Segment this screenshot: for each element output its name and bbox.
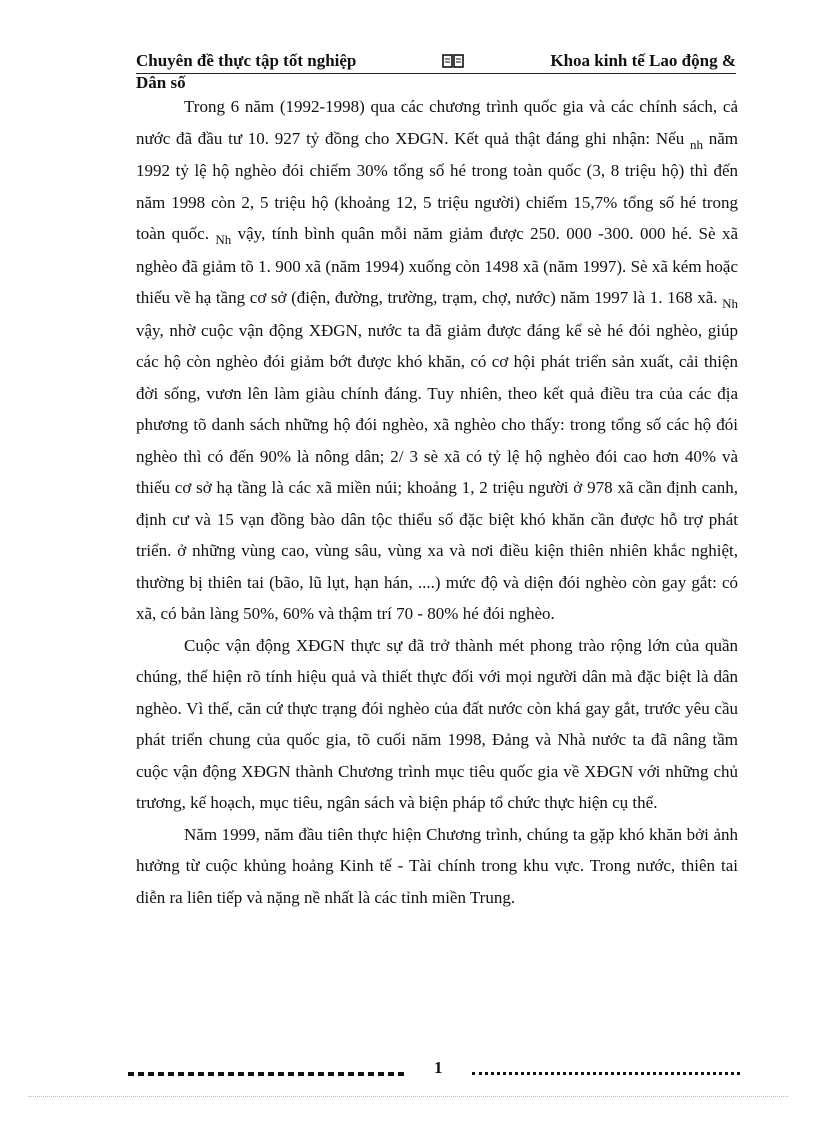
- header-left-title: Chuyên đề thực tập tốt nghiệp: [136, 51, 357, 70]
- page-number: 1: [434, 1058, 443, 1077]
- paragraph-1-text-d: vậy, nhờ cuộc vận động XĐGN, nước ta đã giảm được đáng kể sè hé đói nghèo, giúp các hộ còn nghèo đói giảm bớt được khó khăn, có cơ hội phát triển sản xuất, cải thiện đời sống, vươn lên làm giàu chính đáng. Tuy nhiên, theo kết quả điều tra của các địa phương tõ danh sách những hộ đói nghèo, xã nghèo cho thấy: trong tổng số các hộ đói nghèo thì có đến 90% là nông dân; 2/ 3 sè xã có tỷ lệ hộ nghèo đói cao hơn 40% và thiếu cơ sở hạ tầng là các xã miền núi; khoảng 1, 2 triệu người ở 978 xã cần định canh, định cư và 15 vạn đồng bào dân tộc thiểu số đặc biệt khó khăn cần được hỗ trợ phát triển. ở những vùng cao, vùng sâu, vùng xa và nơi điều kiện thiên nhiên khắc nghiệt, thường bị thiên tai (bão, lũ lụt, hạn hán, ....) mức độ và diện đói nghèo còn gay gắt: có xã, có bản làng 50%, 60% và thậm trí 70 - 80% hé đói nghèo.: [136, 320, 738, 623]
- header-row: [136, 50, 736, 72]
- paragraph-3: Năm 1999, năm đầu tiên thực hiện Chương trình, chúng ta gặp khó khăn bởi ảnh hưởng từ cuộc khủng hoảng Kinh tế - Tài chính trong khu vực. Trong nước, thiên tai diễn ra liên tiếp và nặng nề nhất là các tỉnh miền Trung.: [136, 824, 738, 907]
- header-divider: [136, 73, 736, 74]
- header-second-line: Dân số: [136, 73, 186, 92]
- footer-dotted-rule: [472, 1072, 740, 1075]
- paragraph-2: Cuộc vận động XĐGN thực sự đã trở thành mét phong trào rộng lớn của quần chúng, thể hiện rõ tính hiệu quả và thiết thực đối với mọi người dân mà đặc biệt là dân nghèo. Vì thế, căn cứ thực trạng đói nghèo của đất nước còn khá gay gắt, trước yêu cầu phát triển chung của quốc gia, tõ cuối năm 1998, Đảng và Nhà nước ta đã nâng tầm cuộc vận động XĐGN thành Chương trình mục tiêu quốc gia về XĐGN với những chủ trương, kế hoạch, mục tiêu, ngân sách và biện pháp tổ chức thực hiện cụ thể.: [136, 635, 738, 812]
- subscript-nh: Nh: [215, 232, 232, 247]
- subscript-nh: nh: [689, 136, 703, 152]
- page-footer: [128, 1060, 740, 1084]
- paragraph-1-text-c: vậy, tính bình quân mỗi năm giảm được 250. 000 -300. 000 hé. Sè xã nghèo đã giảm tõ 1. 900 xã (năm 1994) xuống còn 1498 xã (năm 1997). Sè xã kém hoặc thiếu về hạ tầng cơ sở (điện, đường, trường, trạm, chợ, nước) năm 1997 là 1. 168 xã.: [136, 224, 738, 307]
- page-header: [136, 50, 736, 94]
- header-right-title: Khoa kinh tế Lao động &: [550, 51, 736, 70]
- paragraph-1-text-a: Trong 6 năm (1992-1998) qua các chương trình quốc gia và các chính sách, cả nước đã đầu tư 10. 927 tỷ đồng cho XĐGN. Kết quả thật đáng ghi nhận: Nếu: [136, 97, 738, 148]
- footer-dashed-rule: [128, 1072, 404, 1076]
- book-icon: [442, 52, 464, 66]
- paragraph-1-text-b: năm 1992 tỷ lệ hộ nghèo đói chiếm 30% tổng số hé trong toàn quốc (3, 8 triệu hộ) thì đến năm 1998 còn 2, 5 triệu hộ (khoảng 12, 5 triệu người) chiếm 15,7% tổng số hé trong toàn quốc.: [136, 128, 738, 243]
- paragraph-1: [136, 91, 738, 630]
- subscript-nh: Nh: [722, 296, 738, 311]
- document-body: [136, 91, 738, 913]
- page-bottom-border: [28, 1096, 788, 1097]
